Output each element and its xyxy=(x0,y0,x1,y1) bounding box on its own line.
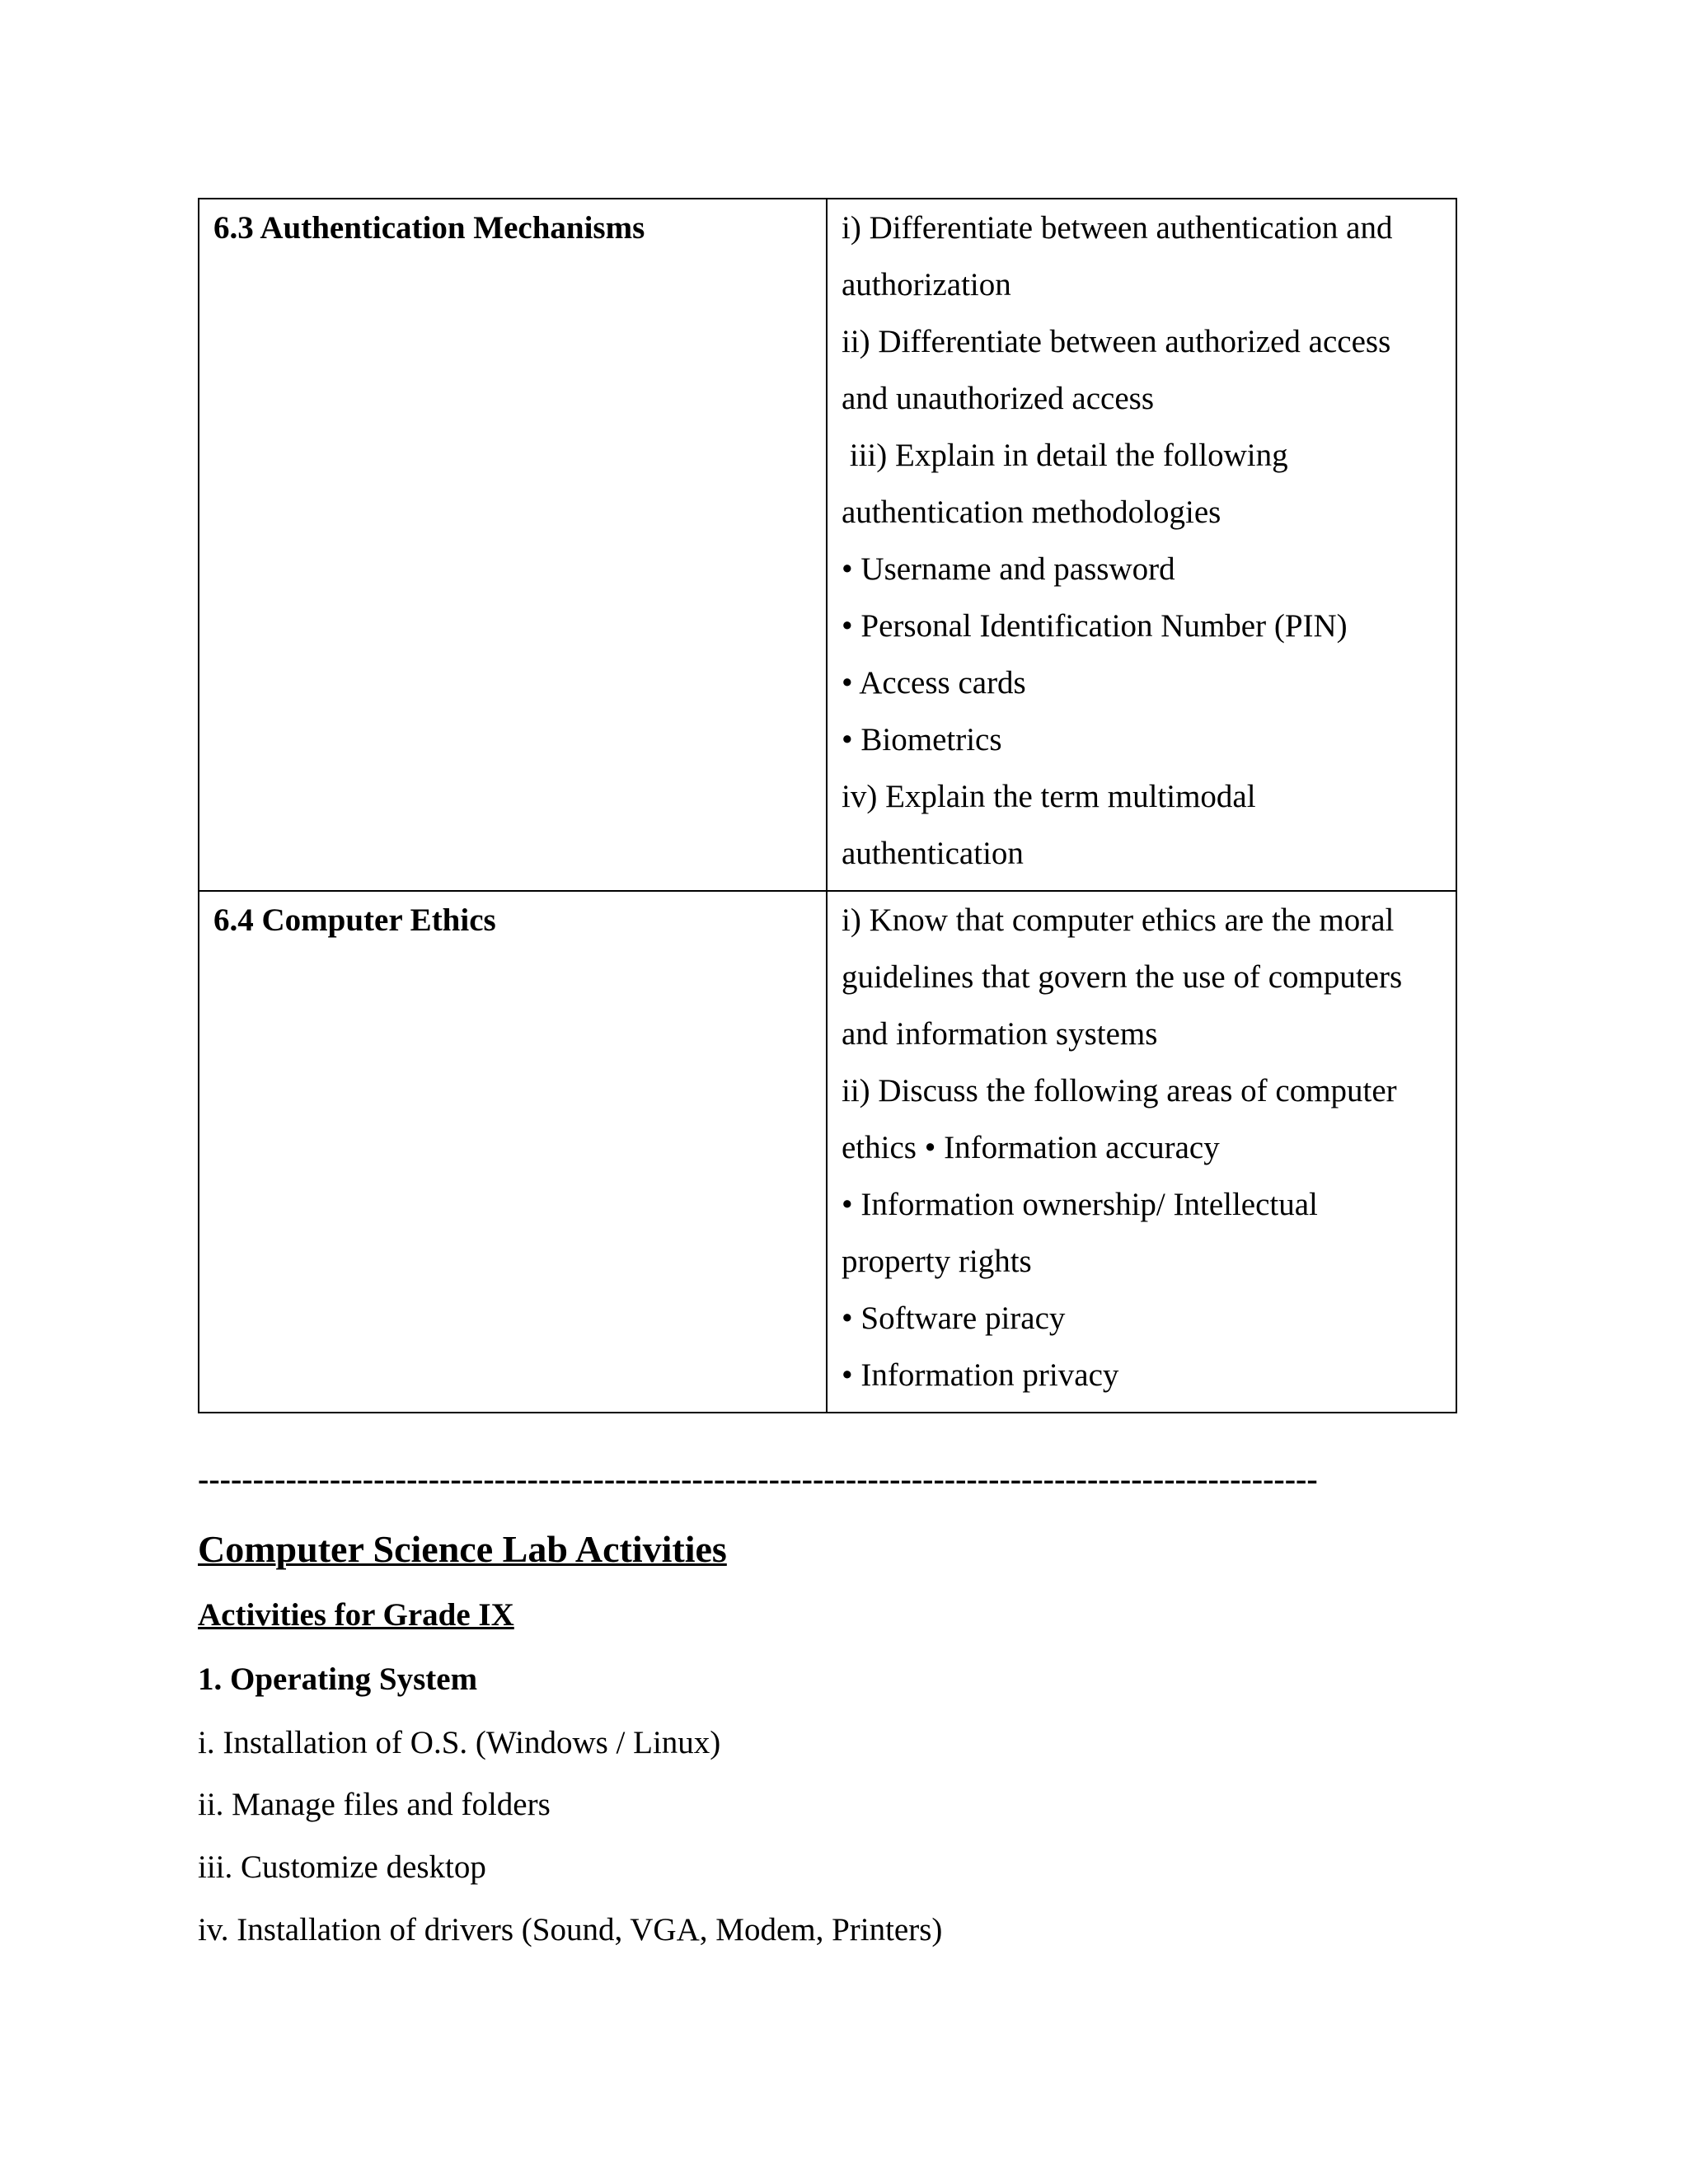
activity-item: ii. Manage files and folders xyxy=(198,1787,551,1822)
learning-outcomes-table xyxy=(198,198,1457,1413)
outcome-line: • Personal Identification Number (PIN) xyxy=(842,608,1348,644)
outcomes-cell xyxy=(827,199,1456,891)
topic-heading: 6.3 Authentication Mechanisms xyxy=(213,210,645,246)
outcomes-list xyxy=(828,199,1456,890)
outcome-line: i) Differentiate between authentication and xyxy=(842,210,1393,246)
outcome-line: • Biometrics xyxy=(842,722,1002,757)
outcome-line: and unauthorized access xyxy=(842,381,1154,416)
outcome-line: authentication methodologies xyxy=(842,494,1221,530)
table-row xyxy=(199,891,1456,1413)
outcome-line: i) Know that computer ethics are the moral xyxy=(842,902,1395,938)
outcome-line: ii) Differentiate between authorized access xyxy=(842,324,1391,359)
outcome-line: • Information ownership/ Intellectual xyxy=(842,1187,1318,1222)
outcome-line: iv) Explain the term multimodal xyxy=(842,779,1256,814)
table-row xyxy=(199,199,1456,891)
topic-heading: 6.4 Computer Ethics xyxy=(213,902,496,938)
outcome-line: ii) Discuss the following areas of computer xyxy=(842,1073,1397,1108)
activity-section-heading: 1. Operating System xyxy=(198,1661,478,1697)
outcome-line: • Information privacy xyxy=(842,1357,1119,1393)
outcome-line: and information systems xyxy=(842,1016,1158,1052)
outcome-line: • Access cards xyxy=(842,665,1026,701)
grade-heading: Activities for Grade IX xyxy=(198,1597,514,1633)
activity-item: iii. Customize desktop xyxy=(198,1849,486,1885)
outcomes-list xyxy=(828,892,1456,1412)
outcome-line: iii) Explain in detail the following xyxy=(842,438,1288,473)
outcome-line: ethics • Information accuracy xyxy=(842,1130,1220,1165)
topic-cell xyxy=(199,199,827,891)
topic-cell xyxy=(199,891,827,1413)
outcome-line: • Software piracy xyxy=(842,1301,1066,1336)
lab-activities-title: Computer Science Lab Activities xyxy=(198,1528,727,1570)
outcomes-cell xyxy=(827,891,1456,1413)
activity-item: iv. Installation of drivers (Sound, VGA, Modem, Printers) xyxy=(198,1912,943,1947)
outcome-line: guidelines that govern the use of computers xyxy=(842,959,1403,995)
activity-item: i. Installation of O.S. (Windows / Linux) xyxy=(198,1725,721,1760)
section-separator: ------------------------------------------------------------------------------------------------------ xyxy=(198,1460,1318,1497)
outcome-line: authentication xyxy=(842,836,1024,871)
outcome-line: property rights xyxy=(842,1244,1032,1279)
outcome-line: authorization xyxy=(842,267,1011,302)
outcome-line: • Username and password xyxy=(842,551,1175,587)
